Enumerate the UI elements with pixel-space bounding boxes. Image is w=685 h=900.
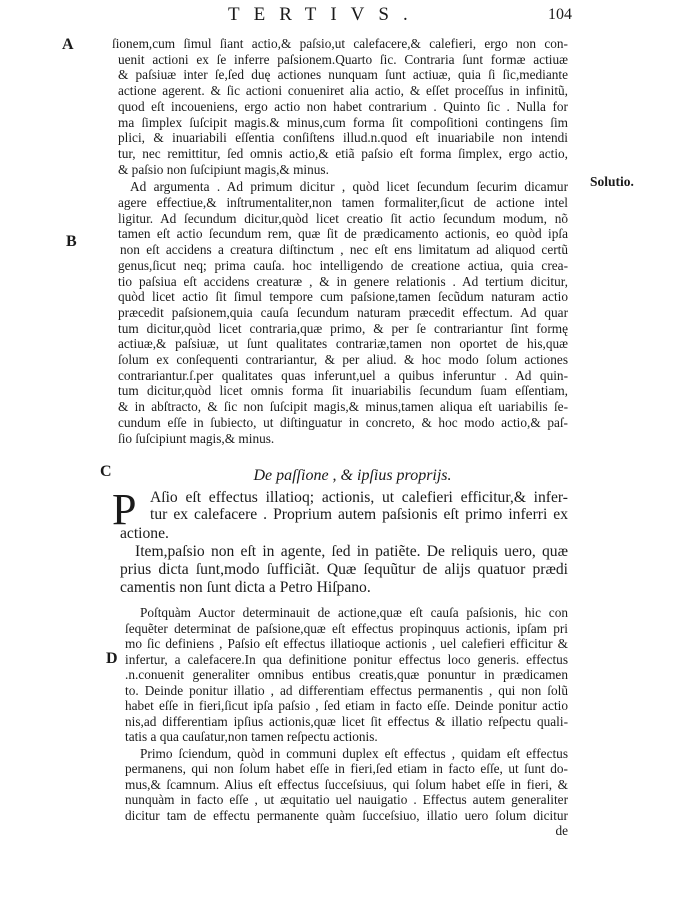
text-line: tur, nec remittitur, ſed omnis actio,& etiã paſsio eſt forma ſimplex, ergo actio, xyxy=(118,145,568,161)
text-line: actione agerent. & ſic actioni conueniret alia actio, & eſſet proceſſus in infinitũ, xyxy=(118,83,568,99)
text-line: mus,& ſcamnum. Alius eſt effectus ſucceſsiuus, qui ſolum habet eſſe in fieri, & xyxy=(125,776,568,792)
text-line: prius dicta ſunt,modo ſufficiãt. Quæ ſequũtur de alijs quatuor prædi xyxy=(120,561,568,578)
margin-letter-a: A xyxy=(62,36,74,53)
text-line: plici, & inuariabili eſſentia conſiſtens illud.n.quod eſt inuariabile non intendi xyxy=(118,130,568,146)
text-line: uenit actioni ex ſe inferre paſsionem.Quarto ſic. Contraria ſunt formæ actiuæ xyxy=(118,51,568,67)
text-line: tamen eſt actio ſecundum rem, quæ ſit de prædicamento actionis, eo quòd ipſa xyxy=(118,226,568,242)
text-line: ligitur. Ad ſecundum dicitur,quòd licet creatio ſit actio ſecundum modum, nõ xyxy=(118,210,568,226)
text-line: Aſio eſt effectus illatioq; actionis, ut calefieri efficitur,& infer- xyxy=(150,489,568,506)
text-line: ma ſimplex ſuſcipit magis.& minus,cum forma ſit compoſitioni contingens ſim xyxy=(118,114,568,130)
text-line: genus,ſicut neq; prima cauſa. hoc intelligendo de creatione actiua, quia crea- xyxy=(118,257,568,273)
text-line: camentis non ſunt dicta a Petro Hiſpano. xyxy=(120,579,371,596)
text-line: permanens, qui non ſolum habet eſſe in fieri,ſed etiam in facto eſſe, ut ſunt do- xyxy=(125,761,568,776)
running-header-title: TERTIVS. xyxy=(228,4,422,25)
margin-letter-c: C xyxy=(100,463,112,480)
margin-note-solutio: Solutio. xyxy=(590,174,634,189)
text-line: nunquàm in facto eſſe , ut æquitatio uel nauigatio . Effectus autem generaliter xyxy=(125,792,568,807)
text-line: ſequẽter determinat de paſsione,quæ eſt effectus propinquus actionis, ipſam pri xyxy=(125,620,568,636)
text-line: & in abſtracto, & ſic non ſuſcipit magis,& minus,tamen aliqua eſt uariabilis ſe- xyxy=(118,399,568,415)
page-number: 104 xyxy=(548,6,572,23)
text-line: Poſtquàm Auctor determinauit de actione,quæ eſt cauſa paſsionis, hic con xyxy=(140,605,568,620)
text-line: Ad argumenta . Ad primum dicitur , quòd licet ſecundum ſecurim dicamur xyxy=(130,179,568,195)
text-line: tatis a qua cauſatur,non tamen reſpectu actionis. xyxy=(125,729,378,744)
text-line: cundum eſſe in ſubiecto, ut diſtinguatur in concreto, & hoc modo actio,& paſ- xyxy=(118,414,568,430)
text-line: contrariantur.ſ.per qualitates quas inferunt,uel a quibus inferuntur . Ad quin- xyxy=(118,367,568,383)
text-line: nis,ad differentiam ipſius actionis,quæ licet ſit effectus & illatio reſpectu quali- xyxy=(125,713,568,729)
section-heading: De paſſione , & ipſius proprijs. xyxy=(253,467,452,484)
text-line: Primo ſciendum, quòd in communi duplex eſt effectus , quidam eſt effectus xyxy=(140,745,568,761)
text-line: de xyxy=(555,823,568,838)
text-line: & paſsiuæ inter ſe,ſed duę actiones nunquam ſunt actiuæ, quia ſi ſic,mediante xyxy=(118,67,568,83)
text-line: actiuæ,& paſsiuæ, ut ſunt qualitates contrariæ,tamen non oportet de his,quæ xyxy=(118,336,568,352)
text-line: dicitur tam de effectu permanente quàm ſucceſsiuo, illatio uero ſolum dicitur xyxy=(125,807,568,823)
text-line: quod eſt incoueniens, ergo actio non habet contrarium . Quinto ſic . Nulla for xyxy=(118,98,568,114)
margin-letter-b: B xyxy=(66,233,77,250)
text-line: tur ex calefacere . Proprium autem paſsionis eſt primo inferri ex xyxy=(150,506,568,523)
text-line: mo ſic definiens , Paſsio eſt effectus illatioque actionis , uel calefieri efficitur & xyxy=(125,636,568,651)
text-line: ſio ſuſcipiunt magis,& minus. xyxy=(118,430,275,446)
text-line: præcedit paſsionem,quia cauſa ſecundum naturam præcedit effectum. Ad quar xyxy=(118,304,568,320)
text-line: actione. xyxy=(120,525,169,542)
text-line: agere effectiue,& inſtrumentaliter,non tamen formaliter,ſicut de actione intel xyxy=(118,195,568,210)
text-line: infertur, a calefacere.In qua definitione ponitur effectus loco generis. effectus xyxy=(125,651,568,667)
text-line: habet eſſe in fieri,ſicut ipſa paſsio , ſed etiam in facto eſſe. Deinde ponitur actio xyxy=(125,698,568,713)
text-line: & paſsio non ſuſcipiunt magis,& minus. xyxy=(118,161,329,177)
text-line: to. Deinde ponitur illatio , ad differentiam effectus permanentis , qui non ſolũ xyxy=(125,682,568,698)
text-line: quòd licet actio ſit ſimul tempore cum paſsione,tamen ſecũdum naturam actio xyxy=(118,289,568,305)
text-line: .n.conuenit generaliter omnibus entibus creatis,quæ ponuntur in prædicamen xyxy=(125,667,568,682)
text-line: tum dicitur,quòd licet contraria,quæ primo, & per ſe contrariantur ſint formę xyxy=(118,320,568,336)
margin-letter-d: D xyxy=(106,650,118,667)
text-line: ſionem,cum ſimul ſiant actio,& paſsio,ut calefacere,& calefieri, ergo non con- xyxy=(112,36,568,51)
text-line: tum dicitur,quòd licet omnis forma ſit inuariabilis ſecundum ſuam eſſentiam, xyxy=(118,383,568,399)
text-line: Item,paſsio non eſt in agente, ſed in patiẽte. De reliquis uero, quæ xyxy=(135,543,568,560)
drop-cap: P xyxy=(112,485,137,534)
text-line: tio paſsiua eſt accidens creaturæ , & in genere relationis . Ad tertium dicitur, xyxy=(118,273,568,289)
text-line: ſolum ex conſequenti contrariantur, & per aliud. & hoc modo ſolum actiones xyxy=(118,352,568,367)
text-line: non eſt accidens a creatura diſtinctum , nec eſt ens limitatum ad aliquod certũ xyxy=(120,242,568,258)
